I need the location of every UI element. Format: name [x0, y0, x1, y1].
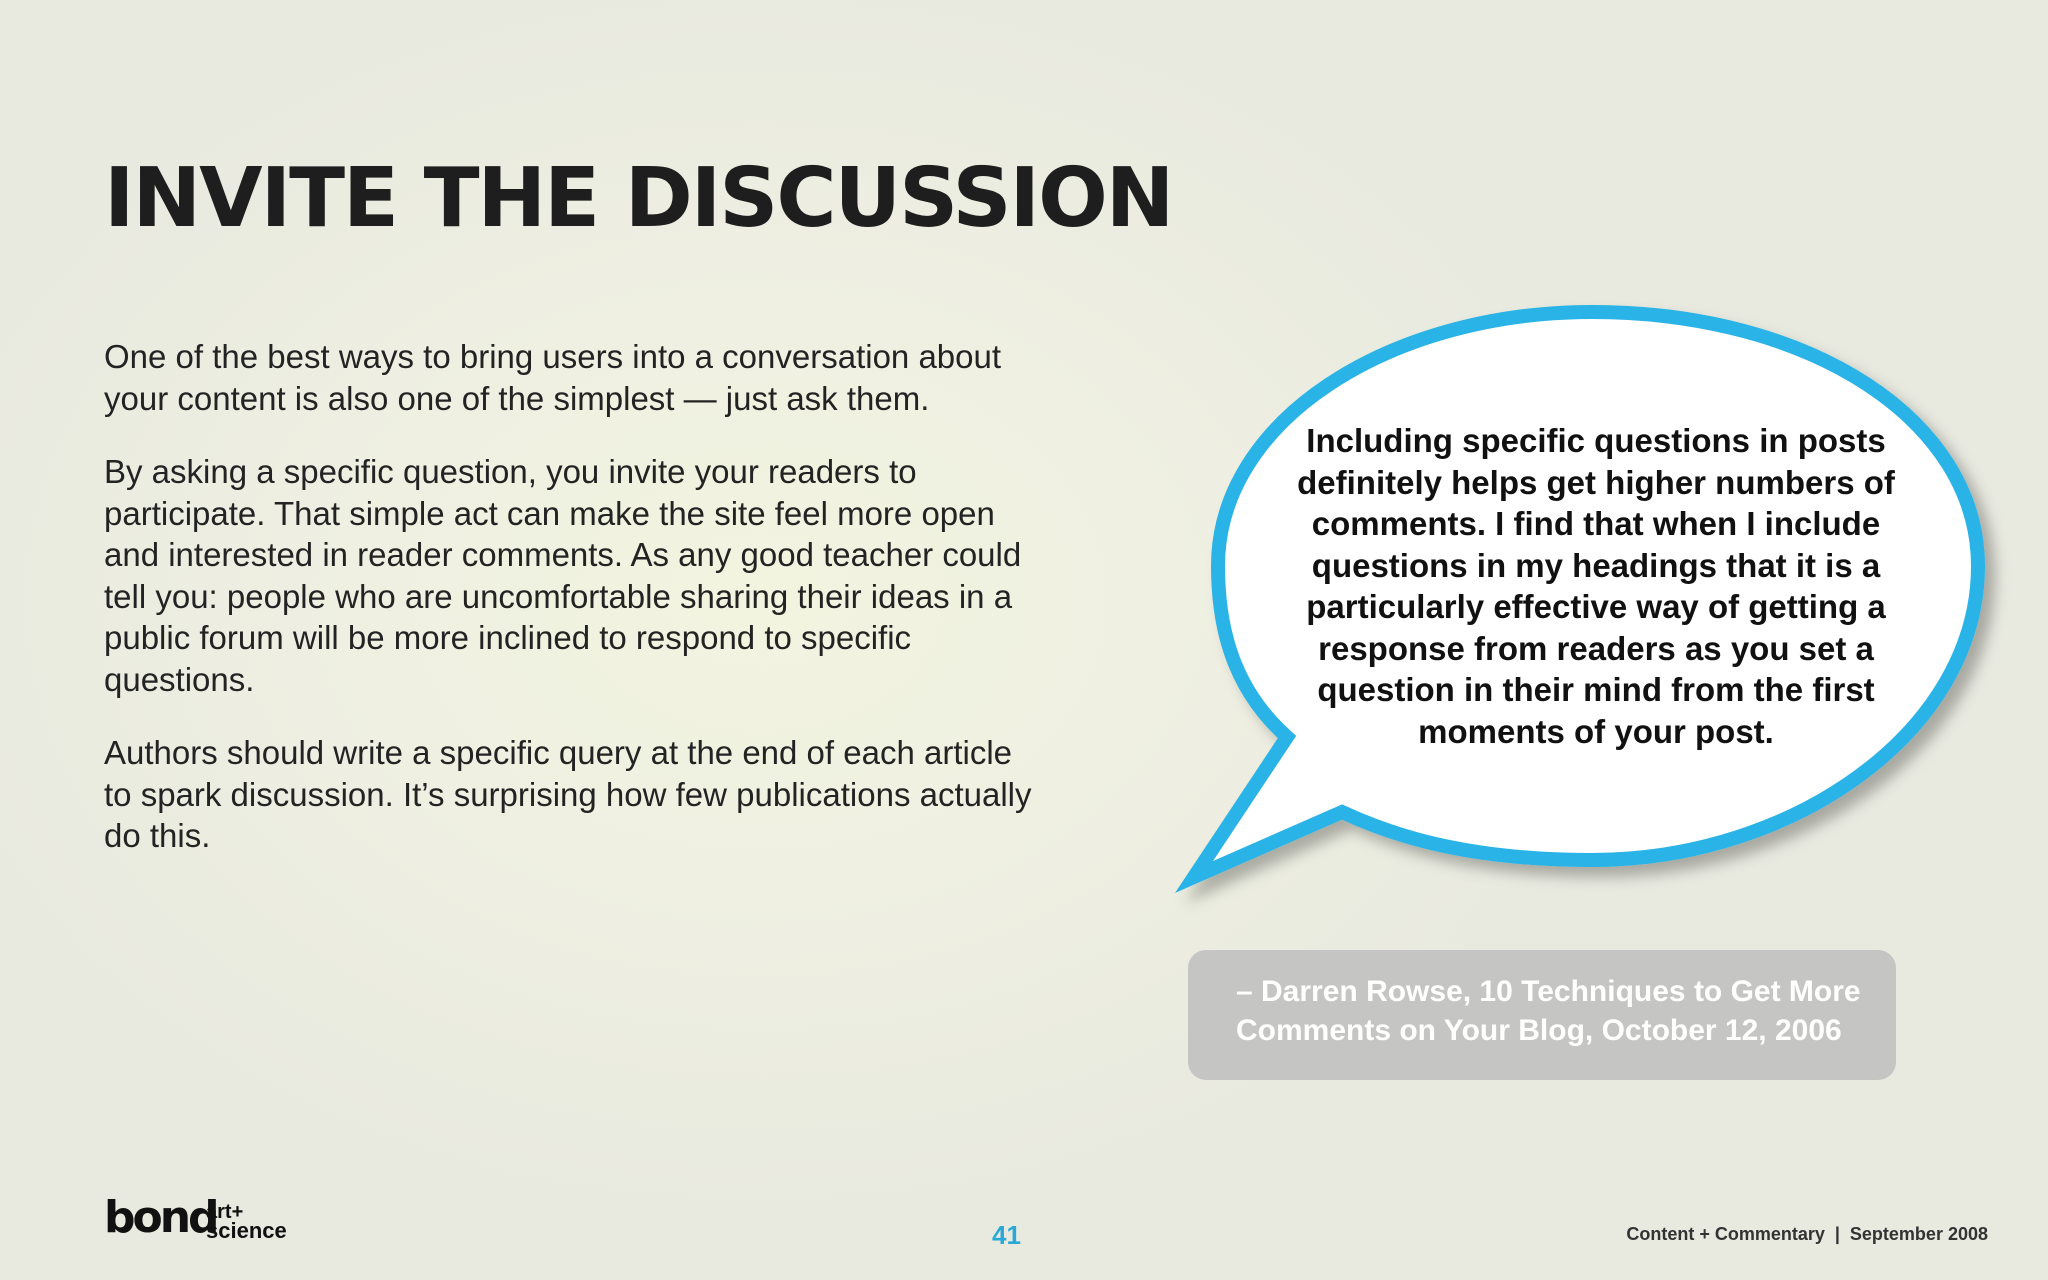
- footer-publication-date: Content + Commentary | September 2008: [1626, 1224, 1988, 1244]
- attribution-box: [1188, 950, 1896, 1080]
- body-paragraph-2: By asking a specific question, you invite your readers to participate. That simple act can make the site feel more open and interested in reader comments. As any good teacher could tell you: people who are uncomfortable sharing their ideas in a public forum will be more inclined to respond to specific questions.: [104, 453, 1022, 698]
- body-paragraph-1: One of the best ways to bring users into a conversation about your content is also one of the simplest — just ask them.: [104, 338, 1002, 417]
- attribution-text: – Darren Rowse, 10 Techniques to Get More Comments on Your Blog, October 12, 2006: [1236, 975, 1861, 1047]
- logo-art-text: art+: [206, 1201, 244, 1223]
- page-number: 41: [992, 1220, 1021, 1250]
- slide-title: INVITE THE DISCUSSION: [104, 151, 1173, 246]
- speech-bubble-quote: Including specific questions in posts definitely helps get higher numbers of comments. I find that when I include questions in my headings that it is a particularly effective way of getting a response from readers as you set a question in their mind from the first moments of your post.: [1297, 422, 1895, 750]
- body-paragraph-3: Authors should write a specific query at the end of each article to spark discussion. It’s surprising how few publications actually do this.: [104, 734, 1032, 854]
- logo-bond-text: bond: [104, 1192, 217, 1243]
- logo-science-text: science: [206, 1218, 287, 1243]
